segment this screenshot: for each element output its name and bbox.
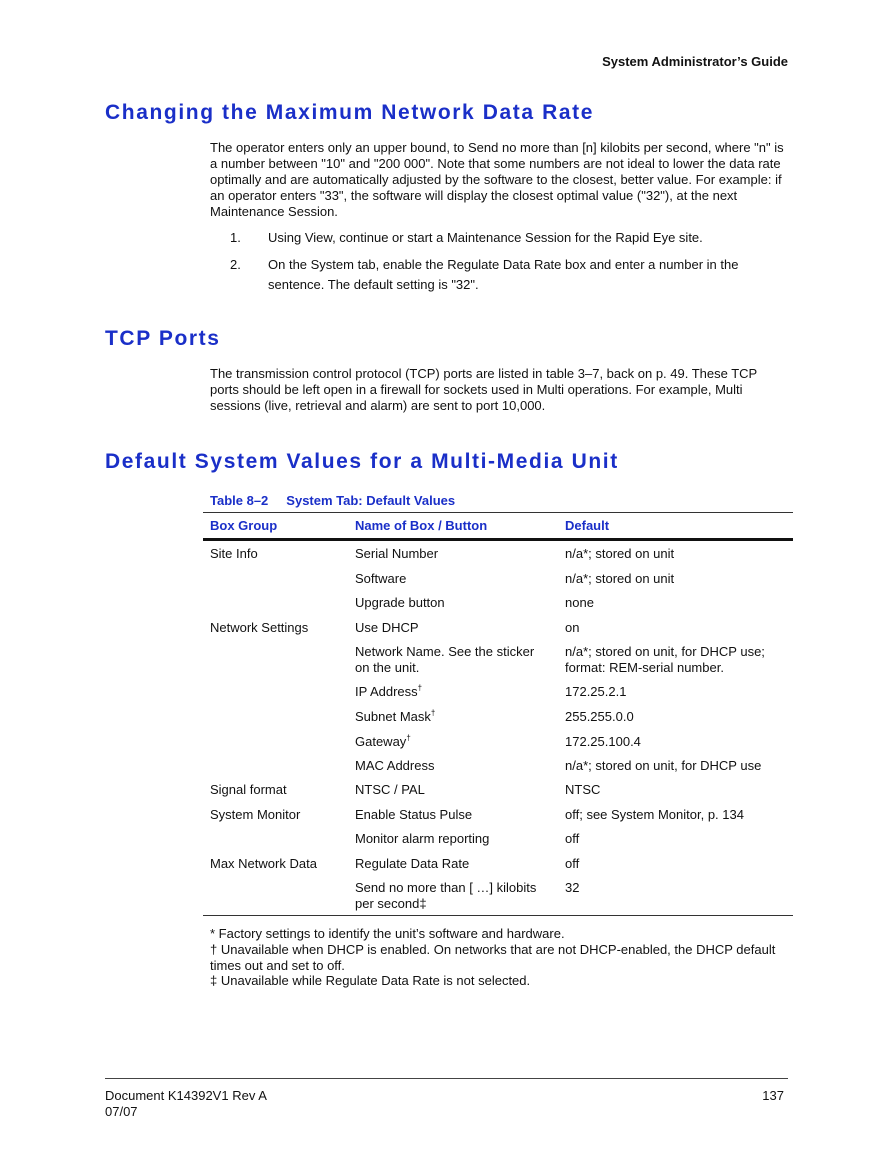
step-text: Using View, continue or start a Maintenance Session for the Rapid Eye site. <box>268 230 703 245</box>
max-rate-intro: The operator enters only an upper bound, to Send no more than [n] kilobits per second, where "n" is a number between "10" and "200 000". Note that some numbers are not ideal to lower the data rate optimally and are automatically adjusted by the software to the closest, better value. For example: if an operator enters "33", the software will display the closest optimal value ("32"), at the next Maintenance Session. <box>210 140 784 219</box>
section-heading-tcp: TCP Ports <box>105 327 221 350</box>
footnote-asterisk: * Factory settings to identify the unit’s software and hardware. <box>210 926 565 941</box>
cell-name: NTSC / PAL <box>355 782 425 797</box>
col-header-name: Name of Box / Button <box>355 518 488 533</box>
cell-default: 255.255.0.0 <box>565 709 634 724</box>
cell-name: Enable Status Pulse <box>355 807 473 822</box>
cell-default: NTSC <box>565 782 601 797</box>
dagger-mark: † <box>430 708 436 718</box>
cell-name <box>355 709 555 725</box>
cell-default: off; see System Monitor, p. 134 <box>565 807 744 822</box>
cell-name: Regulate Data Rate <box>355 856 470 871</box>
cell-name: Send no more than [ …] kilobits per second‡ <box>355 880 537 911</box>
col-header-default: Default <box>565 518 610 533</box>
table-top-rule <box>203 512 793 513</box>
cell-name-text: Subnet Mask <box>355 709 431 724</box>
cell-group: System Monitor <box>210 807 301 822</box>
cell-name: Monitor alarm reporting <box>355 831 490 846</box>
cell-group: Max Network Data <box>210 856 317 871</box>
cell-default: on <box>565 620 580 635</box>
footer-doc-id: Document K14392V1 Rev A <box>105 1088 267 1103</box>
table-caption <box>210 493 455 508</box>
cell-default: n/a*; stored on unit, for DHCP use; format: REM-serial number. <box>565 644 765 675</box>
footnote-double-dagger: ‡ Unavailable while Regulate Data Rate is not selected. <box>210 973 531 988</box>
footer-rule <box>105 1078 788 1079</box>
dagger-mark: † <box>406 733 411 743</box>
cell-name-text: IP Address <box>355 684 418 699</box>
table-header-rule <box>203 538 793 541</box>
step-number: 1. <box>230 230 241 245</box>
cell-default: n/a*; stored on unit, for DHCP use <box>565 758 762 773</box>
cell-name: Software <box>355 571 407 586</box>
footer-date: 07/07 <box>105 1104 138 1119</box>
cell-name: Network Name. See the sticker on the unit. <box>355 644 535 675</box>
footnote-dagger: † Unavailable when DHCP is enabled. On networks that are not DHCP-enabled, the DHCP default times out and set to off. <box>210 942 776 973</box>
cell-default: none <box>565 595 594 610</box>
table-number: Table 8–2 <box>210 493 269 508</box>
section-heading-max-rate: Changing the Maximum Network Data Rate <box>105 101 595 124</box>
step-number: 2. <box>230 257 241 272</box>
cell-default: 32 <box>565 880 580 895</box>
cell-default: 172.25.100.4 <box>565 734 641 749</box>
cell-default: n/a*; stored on unit <box>565 571 675 586</box>
section-heading-defaults: Default System Values for a Multi-Media Unit <box>105 450 619 473</box>
cell-name: Upgrade button <box>355 595 445 610</box>
tcp-text: The transmission control protocol (TCP) ports are listed in table 3–7, back on p. 49. These TCP ports should be left open in a firewall for sockets used in Multi operations. For example, Multi sessions (live, retrieval and alarm) are sent to port 10,000. <box>210 366 757 413</box>
cell-group: Network Settings <box>210 620 309 635</box>
step-text: On the System tab, enable the Regulate Data Rate box and enter a number in the sentence. The default setting is "32". <box>268 257 739 292</box>
cell-name-text: Gateway <box>355 734 407 749</box>
cell-name: Serial Number <box>355 546 439 561</box>
cell-default: off <box>565 856 580 871</box>
dagger-mark: † <box>417 683 423 693</box>
cell-group: Signal format <box>210 782 287 797</box>
table-title: System Tab: Default Values <box>286 493 456 508</box>
table-bottom-rule <box>203 915 793 916</box>
running-header: System Administrator’s Guide <box>602 54 788 69</box>
cell-default: 172.25.2.1 <box>565 684 627 699</box>
cell-name: MAC Address <box>355 758 435 773</box>
cell-name: Use DHCP <box>355 620 419 635</box>
cell-default: n/a*; stored on unit <box>565 546 675 561</box>
page-number: 137 <box>762 1088 784 1103</box>
cell-group: Site Info <box>210 546 258 561</box>
cell-name <box>355 734 555 750</box>
col-header-box-group: Box Group <box>210 518 278 533</box>
cell-name <box>355 684 555 700</box>
cell-default: off <box>565 831 580 846</box>
